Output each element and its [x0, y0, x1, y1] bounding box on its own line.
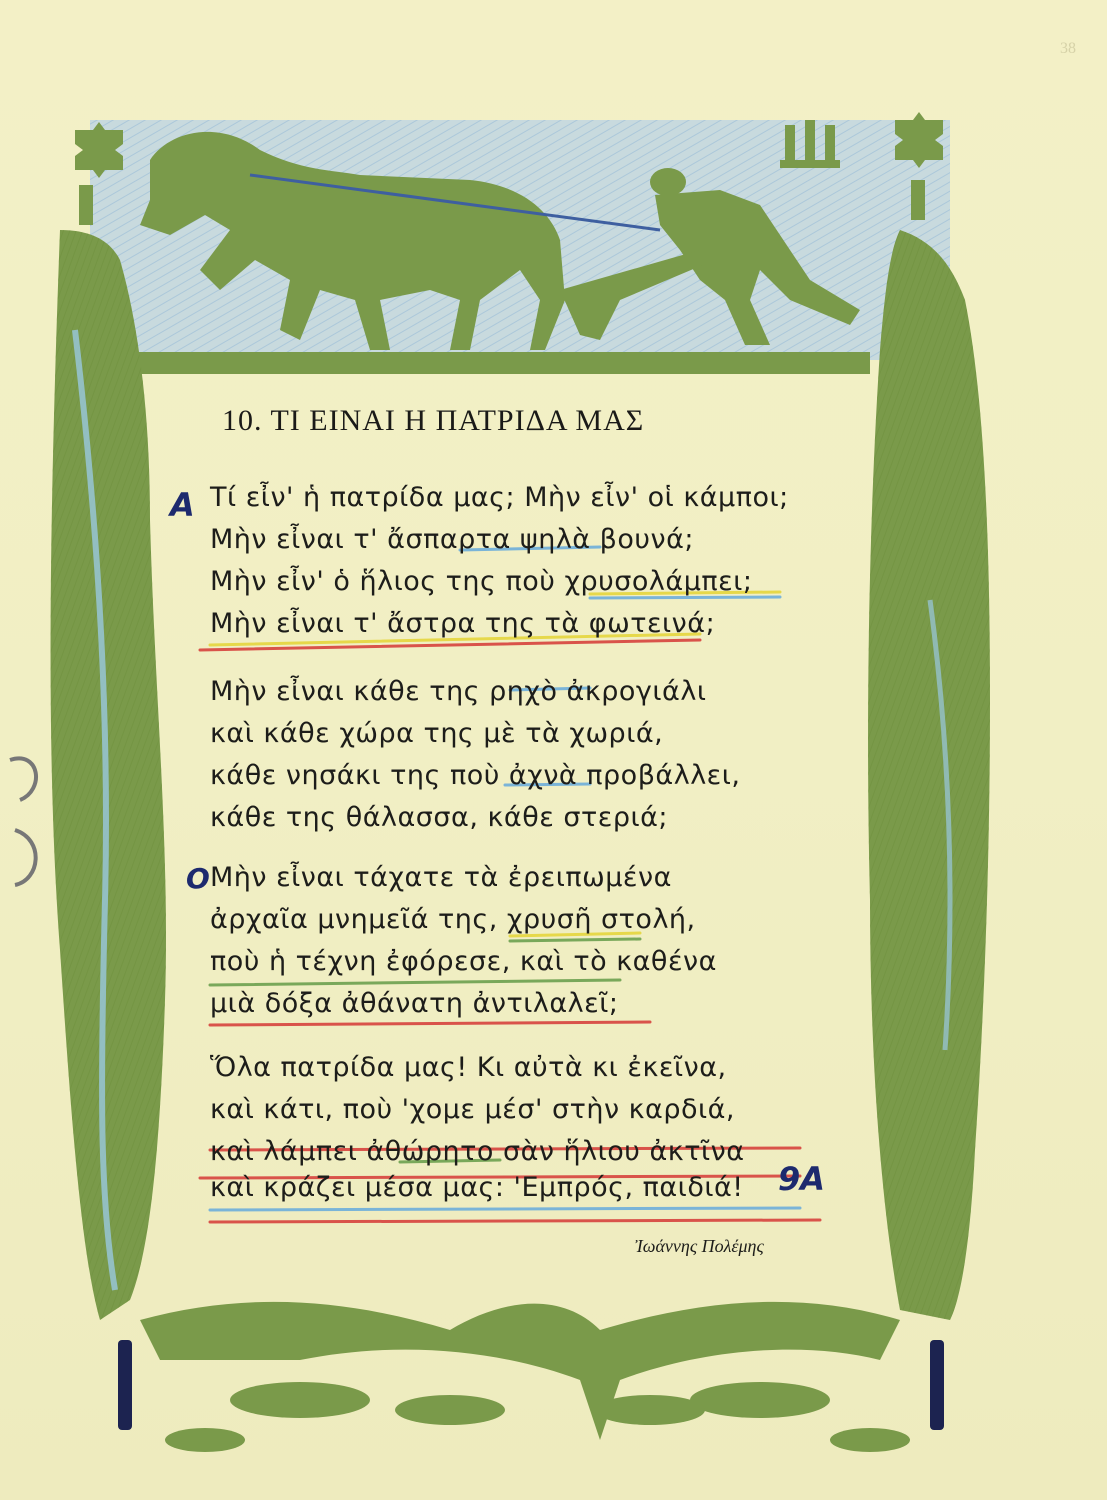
- poem-author: Ἰωάννης Πολέμης: [635, 1236, 764, 1256]
- left-pole-end: [118, 1340, 132, 1430]
- poem-line: καὶ κράζει μέσα μας: 'Εμπρός, παιδιά!: [210, 1172, 744, 1203]
- poem-line: καὶ λάμπει ἀθώρητο σὰν ἥλιου ἀκτῖνα: [210, 1136, 745, 1167]
- poem-line: Μὴν εἶναι τ' ἄστρα της τὰ φωτεινά;: [210, 608, 716, 639]
- top-ground-bar: [130, 352, 870, 374]
- bottom-wreath-ornament: [140, 1302, 910, 1452]
- poem-title: 10. ΤΙ ΕΙΝΑΙ Η ΠΑΤΡΙΔΑ ΜΑΣ: [222, 404, 645, 437]
- poem-line: Μὴν εἶν' ὁ ἥλιος της ποὺ χρυσολάμπει;: [210, 566, 753, 597]
- poem-line: Μὴν εἶναι τ' ἄσπαρτα ψηλὰ βουνά;: [210, 524, 695, 555]
- poem-line: κάθε νησάκι της ποὺ ἀχνὰ προβάλλει,: [210, 760, 741, 791]
- margin-mark-a: A: [170, 486, 195, 524]
- right-pole-end: [930, 1340, 944, 1430]
- poem-line: Ὅλα πατρίδα μας! Κι αὐτὰ κι ἐκεῖνα,: [210, 1052, 727, 1083]
- poem-line: κάθε της θάλασσα, κάθε στεριά;: [210, 802, 669, 833]
- poem-line: ἀρχαῖα μνημεῖά της, χρυσῆ στολή,: [210, 904, 696, 935]
- poem-line: μιὰ δόξα ἀθάνατη ἀντιλαλεῖ;: [210, 988, 619, 1019]
- poem-line: καὶ κάτι, ποὺ 'χομε μέσ' στὴν καρδιά,: [210, 1094, 735, 1125]
- page-number: 38: [1060, 40, 1076, 57]
- poem-line: Μὴν εἶναι τάχατε τὰ ἐρειπωμένα: [210, 862, 672, 893]
- poem-line: Τί εἶν' ἡ πατρίδα μας; Μὴν εἶν' οἱ κάμποι;: [210, 482, 789, 513]
- poem-line: Μὴν εἶναι κάθε της ρηχὸ ἀκρογιάλι: [210, 676, 707, 707]
- poem-line: καὶ κάθε χώρα της μὲ τὰ χωριά,: [210, 718, 664, 749]
- margin-scribble: [10, 758, 36, 885]
- margin-mark-9a: 9A: [778, 1160, 826, 1198]
- poem-line: ποὺ ἡ τέχνη ἐφόρεσε, καὶ τὸ καθένα: [210, 946, 717, 977]
- margin-mark-o: O: [186, 862, 210, 895]
- ruins-silhouette: [780, 120, 840, 168]
